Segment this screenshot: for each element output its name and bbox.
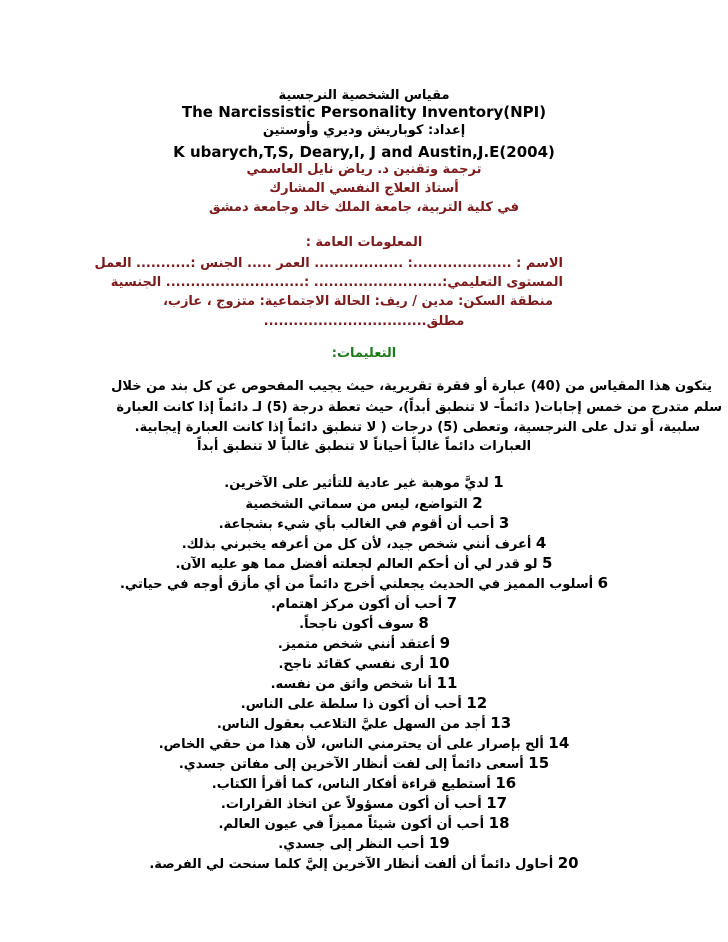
item-number: 16 bbox=[495, 774, 517, 792]
list-item bbox=[0, 774, 728, 792]
list-item bbox=[0, 814, 728, 832]
item-number: 2 bbox=[472, 494, 483, 512]
list-item bbox=[0, 854, 728, 872]
item-number: 14 bbox=[548, 734, 570, 752]
list-item bbox=[0, 614, 728, 632]
item-number: 20 bbox=[557, 854, 579, 872]
item-text: سوف أكون ناجحاً. bbox=[299, 617, 414, 632]
instructions-heading: التعليمات: bbox=[331, 346, 397, 361]
list-item bbox=[0, 674, 728, 692]
instruction-line: يتكون هذا المقياس من (40) عبارة أو فقرة تقريرية، حيث يجيب المفحوص عن كل بند من خلال bbox=[111, 379, 712, 394]
list-item bbox=[0, 594, 728, 612]
list-item bbox=[0, 494, 728, 512]
item-number: 3 bbox=[498, 514, 510, 532]
list-item bbox=[0, 714, 728, 732]
item-text: أحب أن أكون شيئاً مميزاً في عيون العالم. bbox=[218, 817, 485, 832]
translator: ترجمة وتقنين د. رياض نايل العاسمي bbox=[246, 162, 482, 177]
info-line-divorced: مطلق................................. bbox=[263, 314, 465, 329]
item-text: أنا شخص واثق من نفسه. bbox=[270, 677, 432, 692]
item-text: لديَّ موهبة غير عادية للتأثير على الآخرين. bbox=[224, 476, 489, 491]
item-text: أحب أن أكون مركز اهتمام. bbox=[270, 597, 443, 612]
title-english: The Narcissistic Personality Inventory(NPI) bbox=[181, 103, 547, 121]
instruction-scale: العبارات دائماً غالباً أحياناً لا تنطبق غالباً لا تنطبق أبداً bbox=[196, 439, 532, 454]
item-number: 4 bbox=[535, 534, 547, 552]
general-info-heading: المعلومات العامة : bbox=[305, 235, 423, 250]
item-text: أرى نفسي كقائد ناجح. bbox=[278, 657, 425, 672]
list-item bbox=[0, 554, 728, 572]
list-item bbox=[0, 654, 728, 672]
item-number: 7 bbox=[446, 594, 458, 612]
info-line-residence: منطقة السكن: مدين / ريف: الحالة الاجتماعية: متزوج ، عازب، bbox=[162, 294, 553, 309]
list-item bbox=[0, 473, 728, 491]
info-line-education: المستوى التعليمي:.......................... :............................ الجنسية bbox=[110, 275, 563, 290]
list-item bbox=[0, 534, 728, 552]
item-text: أسلوب المميز في الحديث يجعلني أخرج دائماً من أي مأزق أوجه في حياتي. bbox=[119, 577, 594, 592]
item-number: 12 bbox=[466, 694, 488, 712]
title-arabic: مقياس الشخصية النرجسية bbox=[278, 88, 450, 103]
list-item bbox=[0, 694, 728, 712]
item-number: 8 bbox=[418, 614, 429, 632]
item-text: أحب أن أكون مسؤولاً عن اتخاذ القرارات. bbox=[220, 797, 482, 812]
item-text: أحب أن أقوم في الغالب بأي شيء بشجاعة. bbox=[218, 517, 495, 532]
info-line-name: الاسم : ....................: .................. العمر ..... الجنس :........... العمل bbox=[94, 256, 563, 271]
item-number: 9 bbox=[439, 634, 451, 652]
item-number: 17 bbox=[486, 794, 508, 812]
authors-english: K ubarych,T,S, Deary,I, J and Austin,J.E(2004) bbox=[173, 143, 555, 161]
list-item bbox=[0, 834, 728, 852]
list-item bbox=[0, 794, 728, 812]
instruction-line: سلم متدرج من خمس إجابات( دائماً– لا تنطبق أبداً)، حيث تعطة درجة (5) لـ دائماً إذا كانت العبارة bbox=[116, 400, 722, 415]
item-text: ألح بإصرار على أن يحترمني الناس، لأن هذا من حقي الخاص. bbox=[158, 737, 544, 752]
item-text: التواضع، ليس من سماتي الشخصية bbox=[245, 497, 468, 512]
list-item bbox=[0, 754, 728, 772]
item-text: أجد من السهل عليَّ التلاعب بعقول الناس. bbox=[216, 717, 486, 732]
item-text: أعرف أنني شخص جيد، لأن كل من أعرفه يخبرني بذلك. bbox=[181, 537, 532, 552]
list-item bbox=[0, 514, 728, 532]
item-number: 13 bbox=[490, 714, 512, 732]
item-number: 19 bbox=[428, 834, 450, 852]
item-text: أسعى دائماً إلى لفت أنظار الآخرين إلى مفاتن جسدي. bbox=[178, 757, 524, 772]
item-text: أحاول دائماً أن ألفت أنظار الآخرين إليَّ كلما سنحت لي الفرصة. bbox=[149, 857, 554, 872]
item-number: 5 bbox=[542, 554, 553, 572]
item-number: 10 bbox=[428, 654, 450, 672]
list-item bbox=[0, 574, 728, 592]
list-item bbox=[0, 734, 728, 752]
item-text: أحب النظر إلى جسدي. bbox=[278, 837, 425, 852]
institution: في كلية التربية، جامعة الملك خالد وجامعة دمشق bbox=[208, 200, 520, 215]
prepared-by: إعداد: كوباريش وديري وأوستين bbox=[262, 123, 466, 138]
item-number: 18 bbox=[488, 814, 510, 832]
item-number: 6 bbox=[597, 574, 609, 592]
item-text: لو قدر لي أن أحكم العالم لجعلته أفضل مما هو عليه الآن. bbox=[175, 557, 538, 572]
item-number: 11 bbox=[436, 674, 458, 692]
item-text: أحب أن أكون ذا سلطة على الناس. bbox=[240, 697, 462, 712]
item-number: 1 bbox=[493, 473, 504, 491]
item-text: أعتقد أنني شخص متميز. bbox=[277, 637, 436, 652]
translator-position: أستاذ العلاج النفسي المشارك bbox=[269, 181, 459, 196]
item-text: أستطيع قراءة أفكار الناس، كما أقرأ الكتاب. bbox=[211, 777, 491, 792]
instruction-line: سلبية، أو تدل على النرجسية، وتعطى (5) درجات ( لا تنطبق دائماً إذا كانت العبارة إيجابية. bbox=[134, 420, 700, 435]
list-item bbox=[0, 634, 728, 652]
item-number: 15 bbox=[528, 754, 550, 772]
